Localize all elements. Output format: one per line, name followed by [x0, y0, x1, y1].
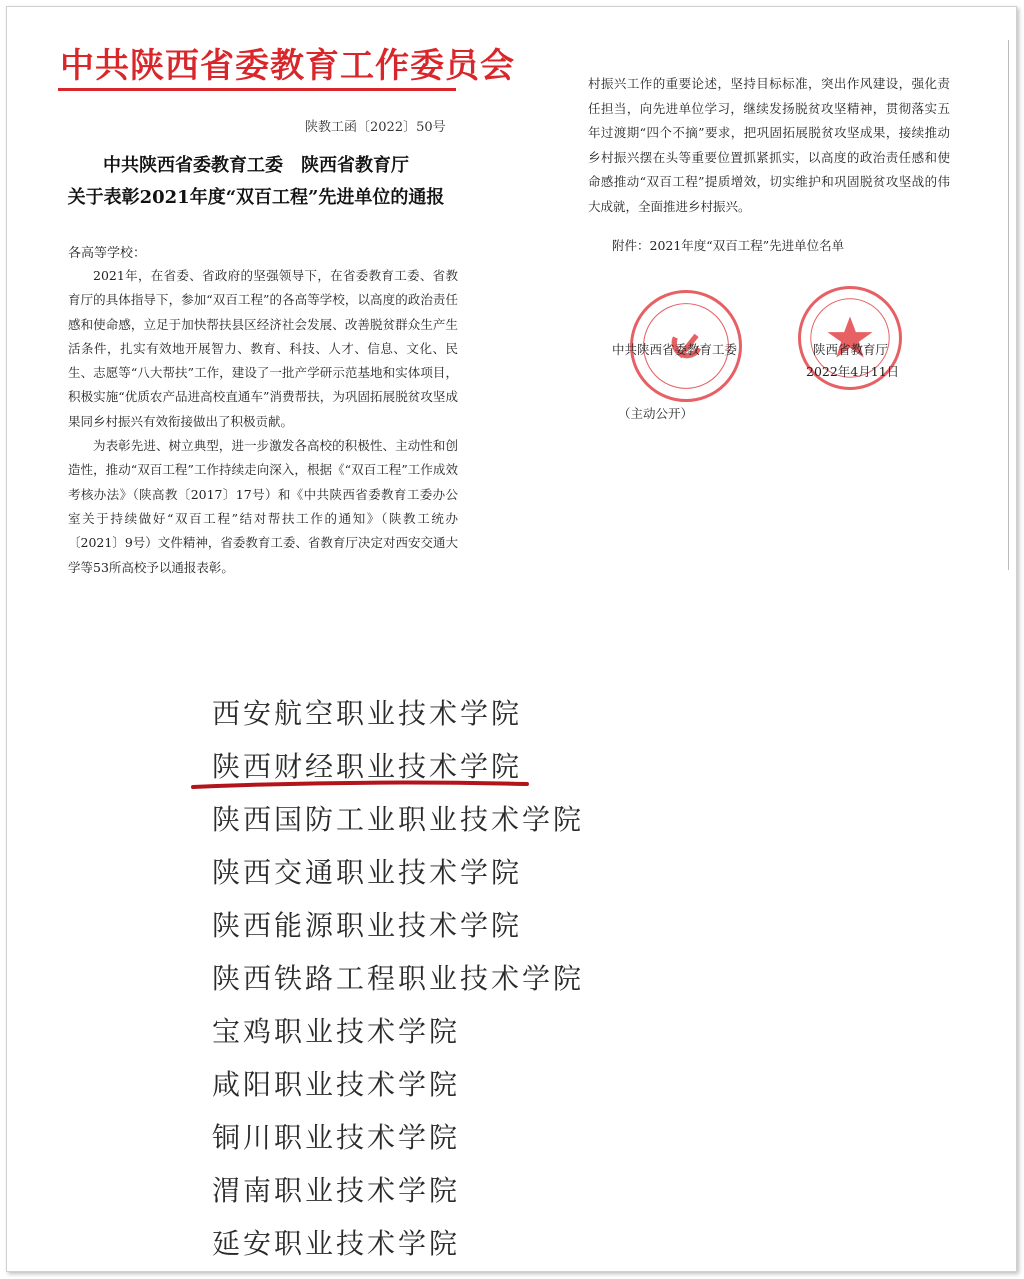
- signature-date: 2022年4月11日: [806, 364, 900, 379]
- list-item: 宝鸡职业技术学院: [212, 1015, 461, 1048]
- public-disclosure-note: （主动公开）: [618, 406, 694, 421]
- document-number: 陕教工函〔2022〕50号: [305, 120, 446, 135]
- title-line-2: 关于表彰2021年度“双百工程”先进单位的通报: [67, 187, 445, 208]
- list-item: 陕西铁路工程职业技术学院: [212, 962, 585, 995]
- signature-right: 陕西省教育厅: [813, 342, 889, 357]
- list-item: 陕西财经职业技术学院: [212, 750, 523, 783]
- body-left-column: [68, 264, 458, 580]
- addressee: 各高等学校：: [68, 246, 147, 261]
- list-item: 渭南职业技术学院: [212, 1174, 461, 1207]
- list-item: 咸阳职业技术学院: [212, 1068, 461, 1101]
- issuing-organization: 中共陕西省委教育工作委员会: [60, 46, 515, 86]
- list-item: 陕西交通职业技术学院: [212, 856, 523, 889]
- list-item: 陕西能源职业技术学院: [212, 909, 523, 942]
- page-crease: [1008, 40, 1009, 570]
- document-scan: [40, 18, 1020, 608]
- list-item: 延安职业技术学院: [212, 1227, 461, 1260]
- header-red-rule: [58, 88, 456, 91]
- highlight-underline: [190, 777, 530, 791]
- document-title: [40, 150, 472, 214]
- body-paragraph-2: 为表彰先进、树立典型，进一步激发各高校的积极性、主动性和创造性，推动“双百工程”工作持续走向深入，根据《“双百工程”工作成效考核办法》（陕高教〔2017〕17号）和《中共陕西省委教育工委办公室关于持续做好“双百工程”结对帮扶工作的通知》（陕教工统办〔2021〕9号）文件精神，省委教育工委、省教育厅决定对西安交通大学等53所高校予以通报表彰。: [68, 438, 458, 575]
- list-item: 铜川职业技术学院: [212, 1121, 461, 1154]
- signature-left: 中共陕西省委教育工委: [612, 342, 738, 357]
- attachment-note: 附件：2021年度“双百工程”先进单位名单: [612, 238, 845, 253]
- body-right-column: 村振兴工作的重要论述，坚持目标标准，突出作风建设，强化责任担当，向先进单位学习，继续发扬脱贫攻坚精神，贯彻落实五年过渡期“四个不摘”要求，把巩固拓展脱贫攻坚成果，接续推动乡村振兴摆在头等重要位置抓紧抓实，以高度的政治责任感和使命感推动“双百工程”提质增效，切实维护和巩固脱贫攻坚战的伟大成就，全面推进乡村振兴。: [588, 76, 950, 214]
- list-item: 西安航空职业技术学院: [212, 697, 523, 730]
- list-item: 陕西国防工业职业技术学院: [212, 803, 585, 836]
- title-line-1: 中共陕西省委教育工委 陕西省教育厅: [103, 155, 409, 176]
- body-paragraph-1: 2021年，在省委、省政府的坚强领导下，在省委教育工委、省教育厅的具体指导下，参加“双百工程”的各高等学校，以高度的政治责任感和使命感，立足于加快帮扶县区经济社会发展、改善脱贫群众生产生活条件，扎实有效地开展智力、教育、科技、人才、信息、文化、民生、志愿等“八大帮扶”工作，建设了一批产学研示范基地和实体项目，积极实施“优质农产品进高校直通车”消费帮扶，为巩固拓展脱贫攻坚成果同乡村振兴有效衔接做出了积极贡献。: [68, 268, 458, 429]
